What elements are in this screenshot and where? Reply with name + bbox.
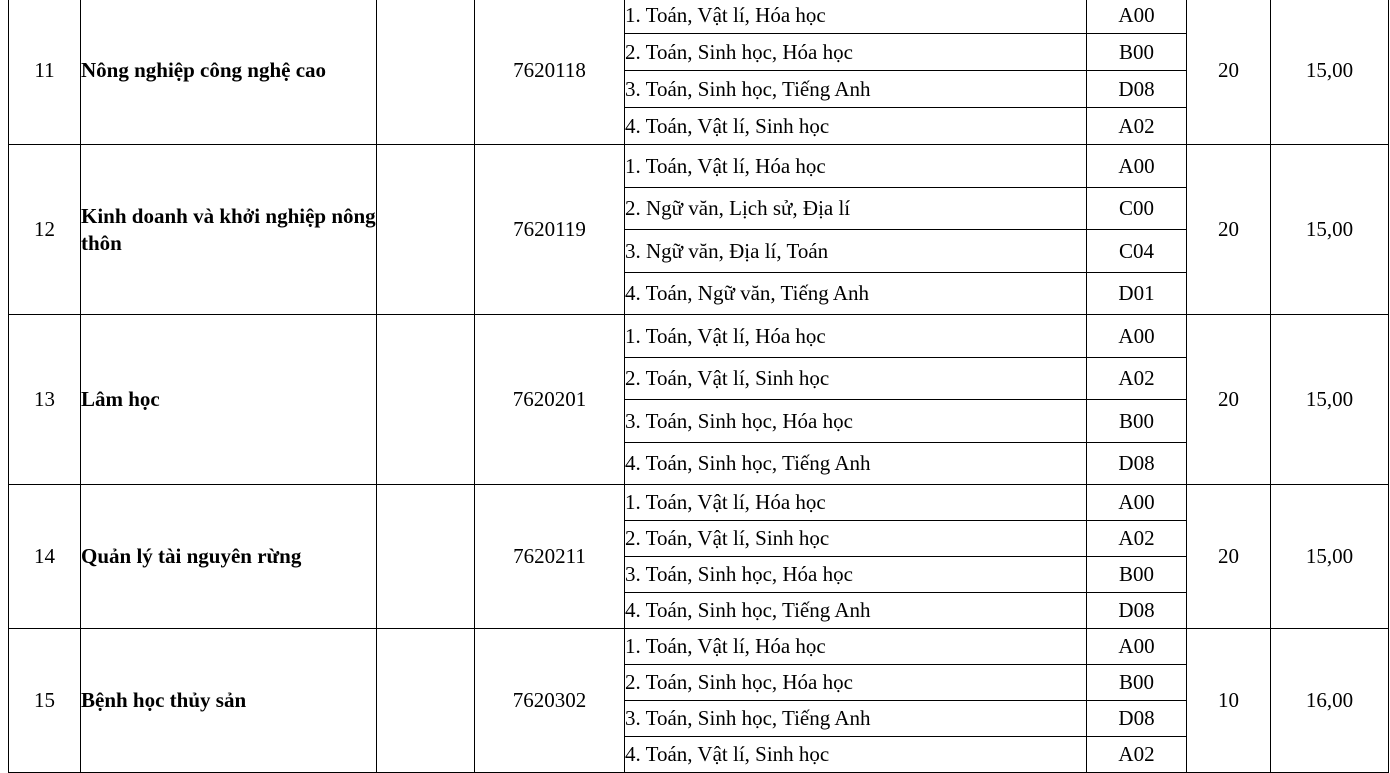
cell-combo-code: D08 xyxy=(1087,71,1187,108)
cell-combination: 2. Toán, Vật lí, Sinh học xyxy=(625,521,1087,557)
admissions-table xyxy=(8,0,1389,773)
cell-stt: 14 xyxy=(9,485,81,629)
cell-program-name: Nông nghiệp công nghệ cao xyxy=(81,0,377,145)
table-row xyxy=(9,629,1389,665)
table-row xyxy=(9,145,1389,188)
cell-score: 15,00 xyxy=(1271,485,1389,629)
cell-combination: 4. Toán, Vật lí, Sinh học xyxy=(625,108,1087,145)
cell-blank xyxy=(377,485,475,629)
cell-combo-code: A00 xyxy=(1087,315,1187,358)
cell-combination: 2. Toán, Vật lí, Sinh học xyxy=(625,357,1087,400)
cell-program-code: 7620201 xyxy=(475,315,625,485)
cell-stt: 15 xyxy=(9,629,81,773)
cell-combination: 1. Toán, Vật lí, Hóa học xyxy=(625,0,1087,34)
cell-combination: 1. Toán, Vật lí, Hóa học xyxy=(625,485,1087,521)
cell-stt: 12 xyxy=(9,145,81,315)
cell-combination: 3. Toán, Sinh học, Tiếng Anh xyxy=(625,71,1087,108)
cell-combo-code: A02 xyxy=(1087,737,1187,773)
cell-quota: 20 xyxy=(1187,145,1271,315)
cell-quota: 20 xyxy=(1187,0,1271,145)
cell-combo-code: A00 xyxy=(1087,145,1187,188)
cell-combo-code: A00 xyxy=(1087,629,1187,665)
cell-blank xyxy=(377,315,475,485)
table-row xyxy=(9,0,1389,34)
cell-combination: 1. Toán, Vật lí, Hóa học xyxy=(625,315,1087,358)
cell-combo-code: B00 xyxy=(1087,557,1187,593)
cell-combination: 4. Toán, Sinh học, Tiếng Anh xyxy=(625,593,1087,629)
cell-combination: 1. Toán, Vật lí, Hóa học xyxy=(625,145,1087,188)
cell-combo-code: B00 xyxy=(1087,665,1187,701)
cell-combination: 2. Toán, Sinh học, Hóa học xyxy=(625,34,1087,71)
cell-combo-code: D08 xyxy=(1087,593,1187,629)
cell-blank xyxy=(377,629,475,773)
cell-quota: 20 xyxy=(1187,485,1271,629)
table-row xyxy=(9,315,1389,358)
table-row xyxy=(9,485,1389,521)
cell-combo-code: C04 xyxy=(1087,230,1187,273)
cell-combination: 4. Toán, Ngữ văn, Tiếng Anh xyxy=(625,272,1087,315)
cell-combo-code: B00 xyxy=(1087,34,1187,71)
cell-combo-code: C00 xyxy=(1087,187,1187,230)
cell-combination: 2. Ngữ văn, Lịch sử, Địa lí xyxy=(625,187,1087,230)
cell-combo-code: D01 xyxy=(1087,272,1187,315)
cell-combination: 3. Toán, Sinh học, Tiếng Anh xyxy=(625,701,1087,737)
cell-combo-code: A02 xyxy=(1087,521,1187,557)
cell-combination: 1. Toán, Vật lí, Hóa học xyxy=(625,629,1087,665)
cell-combo-code: A02 xyxy=(1087,357,1187,400)
cell-combo-code: D08 xyxy=(1087,701,1187,737)
cell-stt: 11 xyxy=(9,0,81,145)
cell-quota: 20 xyxy=(1187,315,1271,485)
cell-combination: 3. Ngữ văn, Địa lí, Toán xyxy=(625,230,1087,273)
cell-program-code: 7620302 xyxy=(475,629,625,773)
cell-combo-code: D08 xyxy=(1087,442,1187,485)
cell-combo-code: A00 xyxy=(1087,485,1187,521)
cell-combination: 4. Toán, Vật lí, Sinh học xyxy=(625,737,1087,773)
cell-blank xyxy=(377,0,475,145)
cell-score: 15,00 xyxy=(1271,145,1389,315)
cell-combination: 4. Toán, Sinh học, Tiếng Anh xyxy=(625,442,1087,485)
cell-combo-code: B00 xyxy=(1087,400,1187,443)
cell-combination: 3. Toán, Sinh học, Hóa học xyxy=(625,557,1087,593)
cell-score: 15,00 xyxy=(1271,315,1389,485)
cell-score: 16,00 xyxy=(1271,629,1389,773)
cell-combination: 3. Toán, Sinh học, Hóa học xyxy=(625,400,1087,443)
cell-score: 15,00 xyxy=(1271,0,1389,145)
cell-program-name: Lâm học xyxy=(81,315,377,485)
cell-blank xyxy=(377,145,475,315)
cell-combo-code: A02 xyxy=(1087,108,1187,145)
cell-stt: 13 xyxy=(9,315,81,485)
cell-program-code: 7620119 xyxy=(475,145,625,315)
cell-program-code: 7620118 xyxy=(475,0,625,145)
cell-combo-code: A00 xyxy=(1087,0,1187,34)
cell-quota: 10 xyxy=(1187,629,1271,773)
cell-combination: 2. Toán, Sinh học, Hóa học xyxy=(625,665,1087,701)
cell-program-name: Kinh doanh và khởi nghiệp nông thôn xyxy=(81,145,377,315)
cell-program-code: 7620211 xyxy=(475,485,625,629)
cell-program-name: Bệnh học thủy sản xyxy=(81,629,377,773)
cell-program-name: Quản lý tài nguyên rừng xyxy=(81,485,377,629)
